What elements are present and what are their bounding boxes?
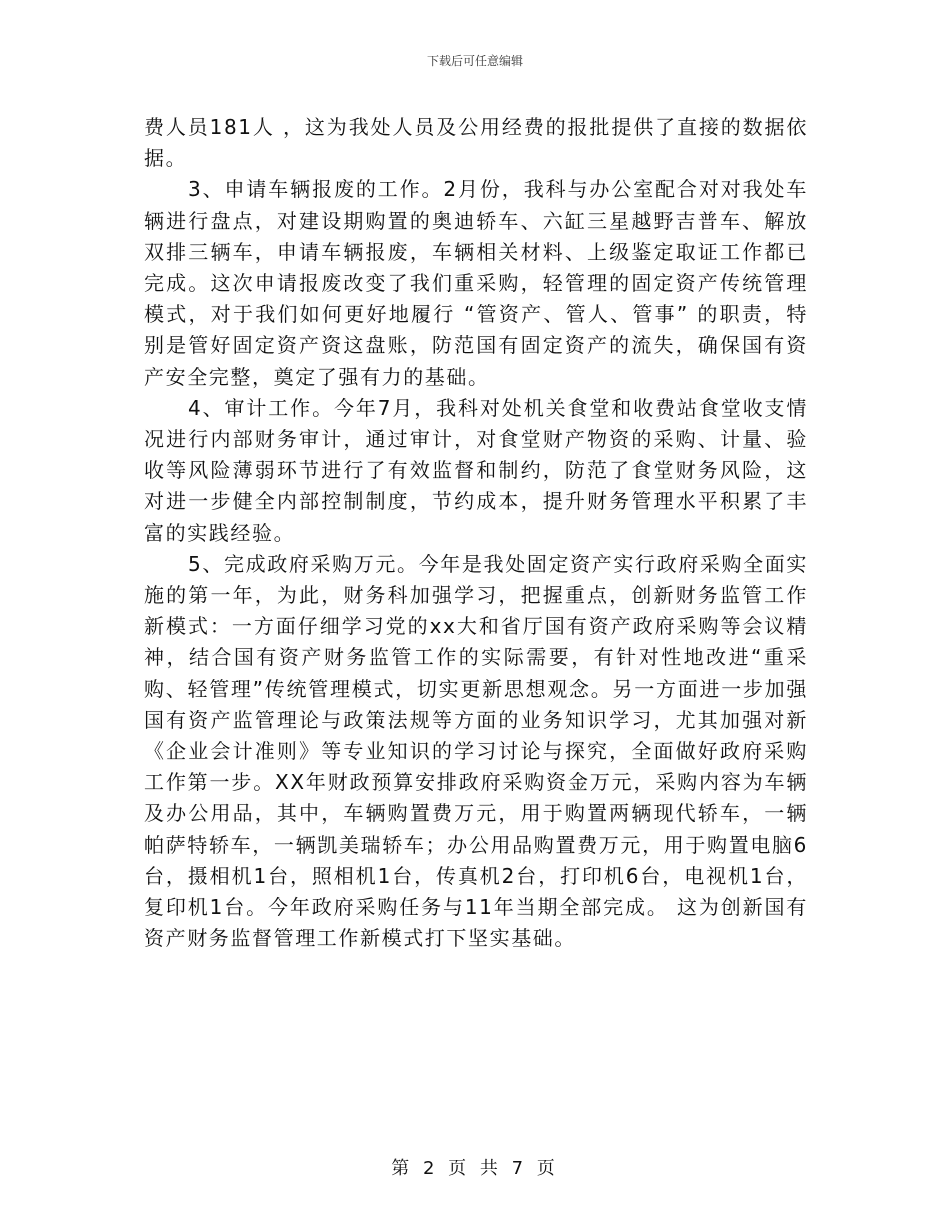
- paragraph-continuation: 费人员181人 ，这为我处人员及公用经费的报批提供了直接的数据依据。: [144, 115, 808, 171]
- paragraph-audit-work: 4、审计工作。今年7月，我科对处机关食堂和收费站食堂收支情况进行内部财务审计，通过审计，对食堂财产物资的采购、计量、验收等风险薄弱环节进行了有效监督和制约，防范了食堂财务风险，这对进一步健全内部控制制度，节约成本，提升财务管理水平积累了丰富的实践经验。: [144, 395, 808, 545]
- page-header: 下载后可任意编辑: [426, 54, 523, 68]
- page-footer: 第 2 页 共 7 页: [391, 1158, 559, 1179]
- paragraph-government-procurement: 5、完成政府采购万元。今年是我处固定资产实行政府采购全面实施的第一年，为此，财务科加强学习，把握重点，创新财务监管工作新模式：一方面仔细学习党的xx大和省厅国有资产政府采购等会议精神，结合国有资产财务监管工作的实际需要，有针对性地改进“重采购、轻管理”传统管理模式，切实更新思想观念。另一方面进一步加强国有资产监管理论与政策法规等方面的业务知识学习，尤其加强对新《企业会计准则》等专业知识的学习讨论与探究，全面做好政府采购工作第一步。XX年财政预算安排政府采购资金万元，采购内容为车辆及办公用品，其中，车辆购置费万元，用于购置两辆现代轿车，一辆帕萨特轿车，一辆凯美瑞轿车；办公用品购置费万元，用于购置电脑6台，摄相机1台，照相机1台，传真机2台，打印机6台，电视机1台，复印机1台。今年政府采购任务与11年当期全部完成。 这为创新国有资产财务监督管理工作新模式打下坚实基础。: [144, 551, 808, 951]
- document-body: [144, 112, 808, 954]
- paragraph-vehicle-scrapping: 3、申请车辆报废的工作。2月份，我科与办公室配合对对我处车辆进行盘点，对建设期购置的奥迪轿车、六缸三星越野吉普车、解放双排三辆车，申请车辆报废，车辆相关材料、上级鉴定取证工作都已完成。这次申请报废改变了我们重采购，轻管理的固定资产传统管理模式，对于我们如何更好地履行 “管资产、管人、管事” 的职责，特别是管好固定资产资这盘账，防范国有固定资产的流失，确保国有资产安全完整，奠定了强有力的基础。: [144, 177, 808, 389]
